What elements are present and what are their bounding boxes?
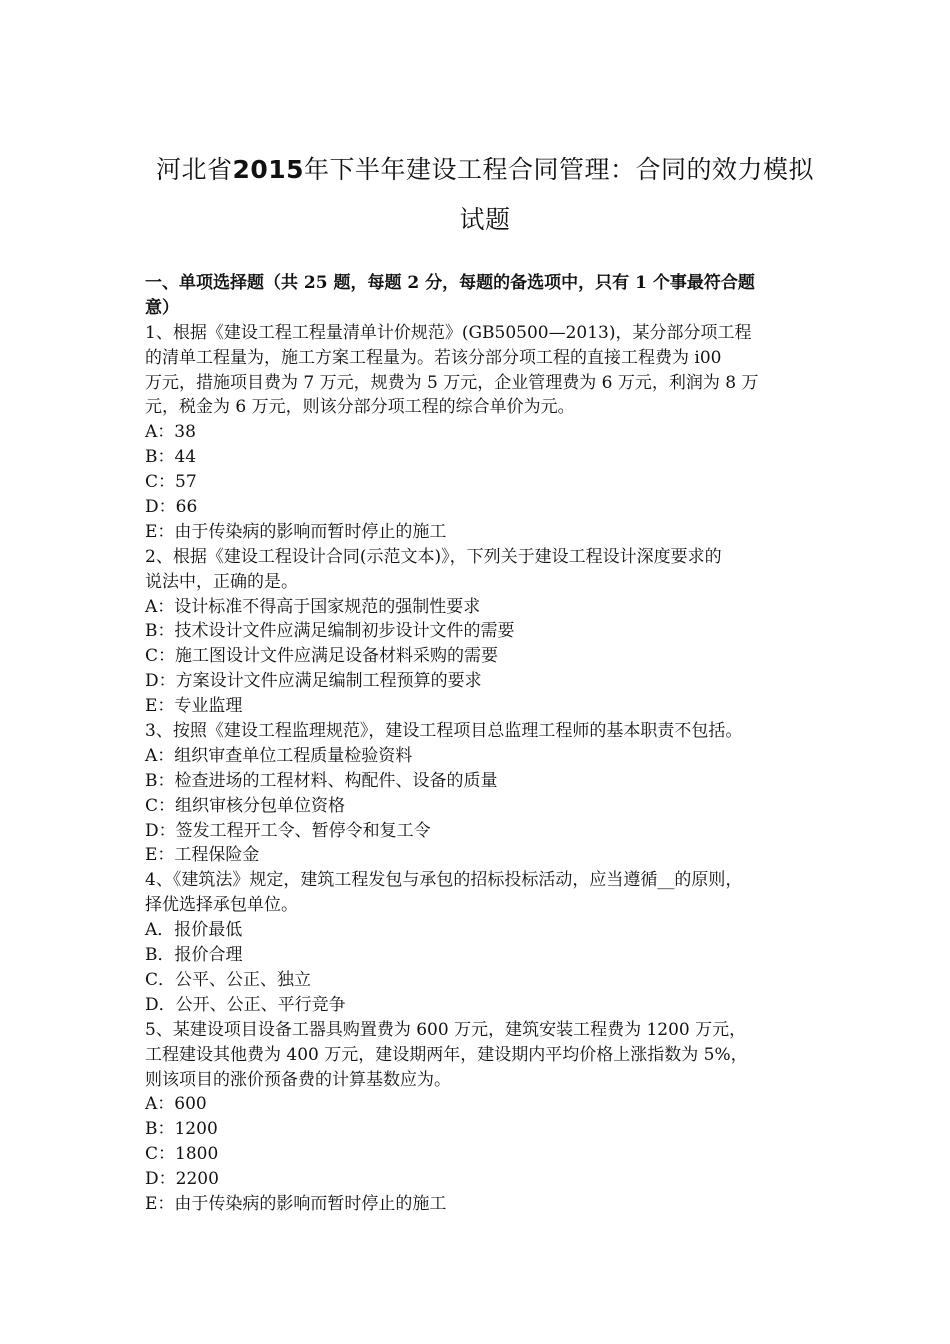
section-heading-cont: 意） bbox=[145, 297, 179, 318]
option-a: A．报价最低 bbox=[145, 920, 243, 941]
option-b: B：技术设计文件应满足编制初步设计文件的需要 bbox=[145, 621, 515, 642]
question-stem-line: 1、根据《建设工程工程量清单计价规范》(GB50500—2013)，某分部分项工程 bbox=[145, 322, 752, 343]
title-part-b: 年下半年建设工程合同管理：合同的效力模拟 bbox=[304, 155, 815, 184]
title-part-a: 河北省 bbox=[155, 155, 233, 184]
option-a: A：设计标准不得高于国家规范的强制性要求 bbox=[145, 596, 481, 617]
question-stem-line: 的清单工程量为，施工方案工程量为。若该分部分项工程的直接工程费为 i00 bbox=[145, 347, 722, 368]
question-2 bbox=[145, 545, 825, 719]
title-year: 2015 bbox=[232, 155, 305, 184]
document-title-line2: 试题 bbox=[459, 205, 511, 234]
question-1 bbox=[145, 321, 825, 545]
question-stem-line: 5、某建设项目设备工器具购置费为 600 万元，建筑安装工程费为 1200 万元， bbox=[145, 1019, 747, 1040]
option-c: C：组织审核分包单位资格 bbox=[145, 795, 346, 816]
option-d: D：2200 bbox=[145, 1169, 219, 1190]
question-3 bbox=[145, 719, 825, 868]
question-stem-line: 2、根据《建设工程设计合同(示范文本)》，下列关于建设工程设计深度要求的 bbox=[145, 546, 722, 567]
option-d: D：签发工程开工令、暂停令和复工令 bbox=[145, 820, 431, 841]
option-a: A：600 bbox=[145, 1094, 207, 1115]
option-c: C：1800 bbox=[145, 1144, 219, 1165]
option-e: E：工程保险金 bbox=[145, 845, 260, 866]
option-d: D：66 bbox=[145, 497, 198, 518]
option-e: E：专业监理 bbox=[145, 696, 243, 717]
option-c: C：57 bbox=[145, 472, 197, 493]
option-e: E：由于传染病的影响而暂时停止的施工 bbox=[145, 1193, 447, 1214]
question-stem-line: 元，税金为 6 万元，则该分部分项工程的综合单价为元。 bbox=[145, 397, 575, 418]
option-b: B：检查进场的工程材料、构配件、设备的质量 bbox=[145, 770, 498, 791]
option-a: A：38 bbox=[145, 422, 196, 443]
option-b: B：1200 bbox=[145, 1119, 218, 1140]
option-e: E：由于传染病的影响而暂时停止的施工 bbox=[145, 521, 447, 542]
option-c: C：施工图设计文件应满足设备材料采购的需要 bbox=[145, 646, 499, 667]
question-stem-line: 万元，措施项目费为 7 万元，规费为 5 万元，企业管理费为 6 万元，利润为 8 万 bbox=[145, 372, 759, 393]
document-title bbox=[100, 150, 870, 186]
question-stem-line: 说法中，正确的是。 bbox=[145, 571, 298, 592]
document-body bbox=[145, 271, 825, 1217]
option-c: C．公平、公正、独立 bbox=[145, 969, 312, 990]
question-4 bbox=[145, 868, 825, 1017]
question-stem-line: 3、按照《建设工程监理规范》，建设工程项目总监理工程师的基本职责不包括。 bbox=[145, 721, 743, 742]
option-d: D：方案设计文件应满足编制工程预算的要求 bbox=[145, 671, 482, 692]
section-heading: 一、单项选择题（共 25 题，每题 2 分，每题的备选项中，只有 1 个事最符合题 bbox=[145, 273, 755, 293]
question-stem-line: 工程建设其他费为 400 万元，建设期两年，建设期内平均价格上涨指数为 5%， bbox=[145, 1044, 748, 1065]
option-a: A：组织审查单位工程质量检验资料 bbox=[145, 745, 413, 766]
question-stem-line: 则该项目的涨价预备费的计算基数应为。 bbox=[145, 1069, 451, 1090]
option-b: B：44 bbox=[145, 447, 197, 468]
option-d: D．公开、公正、平行竞争 bbox=[145, 994, 346, 1015]
question-5 bbox=[145, 1018, 825, 1217]
question-stem-line: 4、《建筑法》规定，建筑工程发包与承包的招标投标活动，应当遵循__的原则， bbox=[145, 870, 743, 891]
option-b: B．报价合理 bbox=[145, 945, 243, 966]
question-stem-line: 择优选择承包单位。 bbox=[145, 895, 298, 916]
